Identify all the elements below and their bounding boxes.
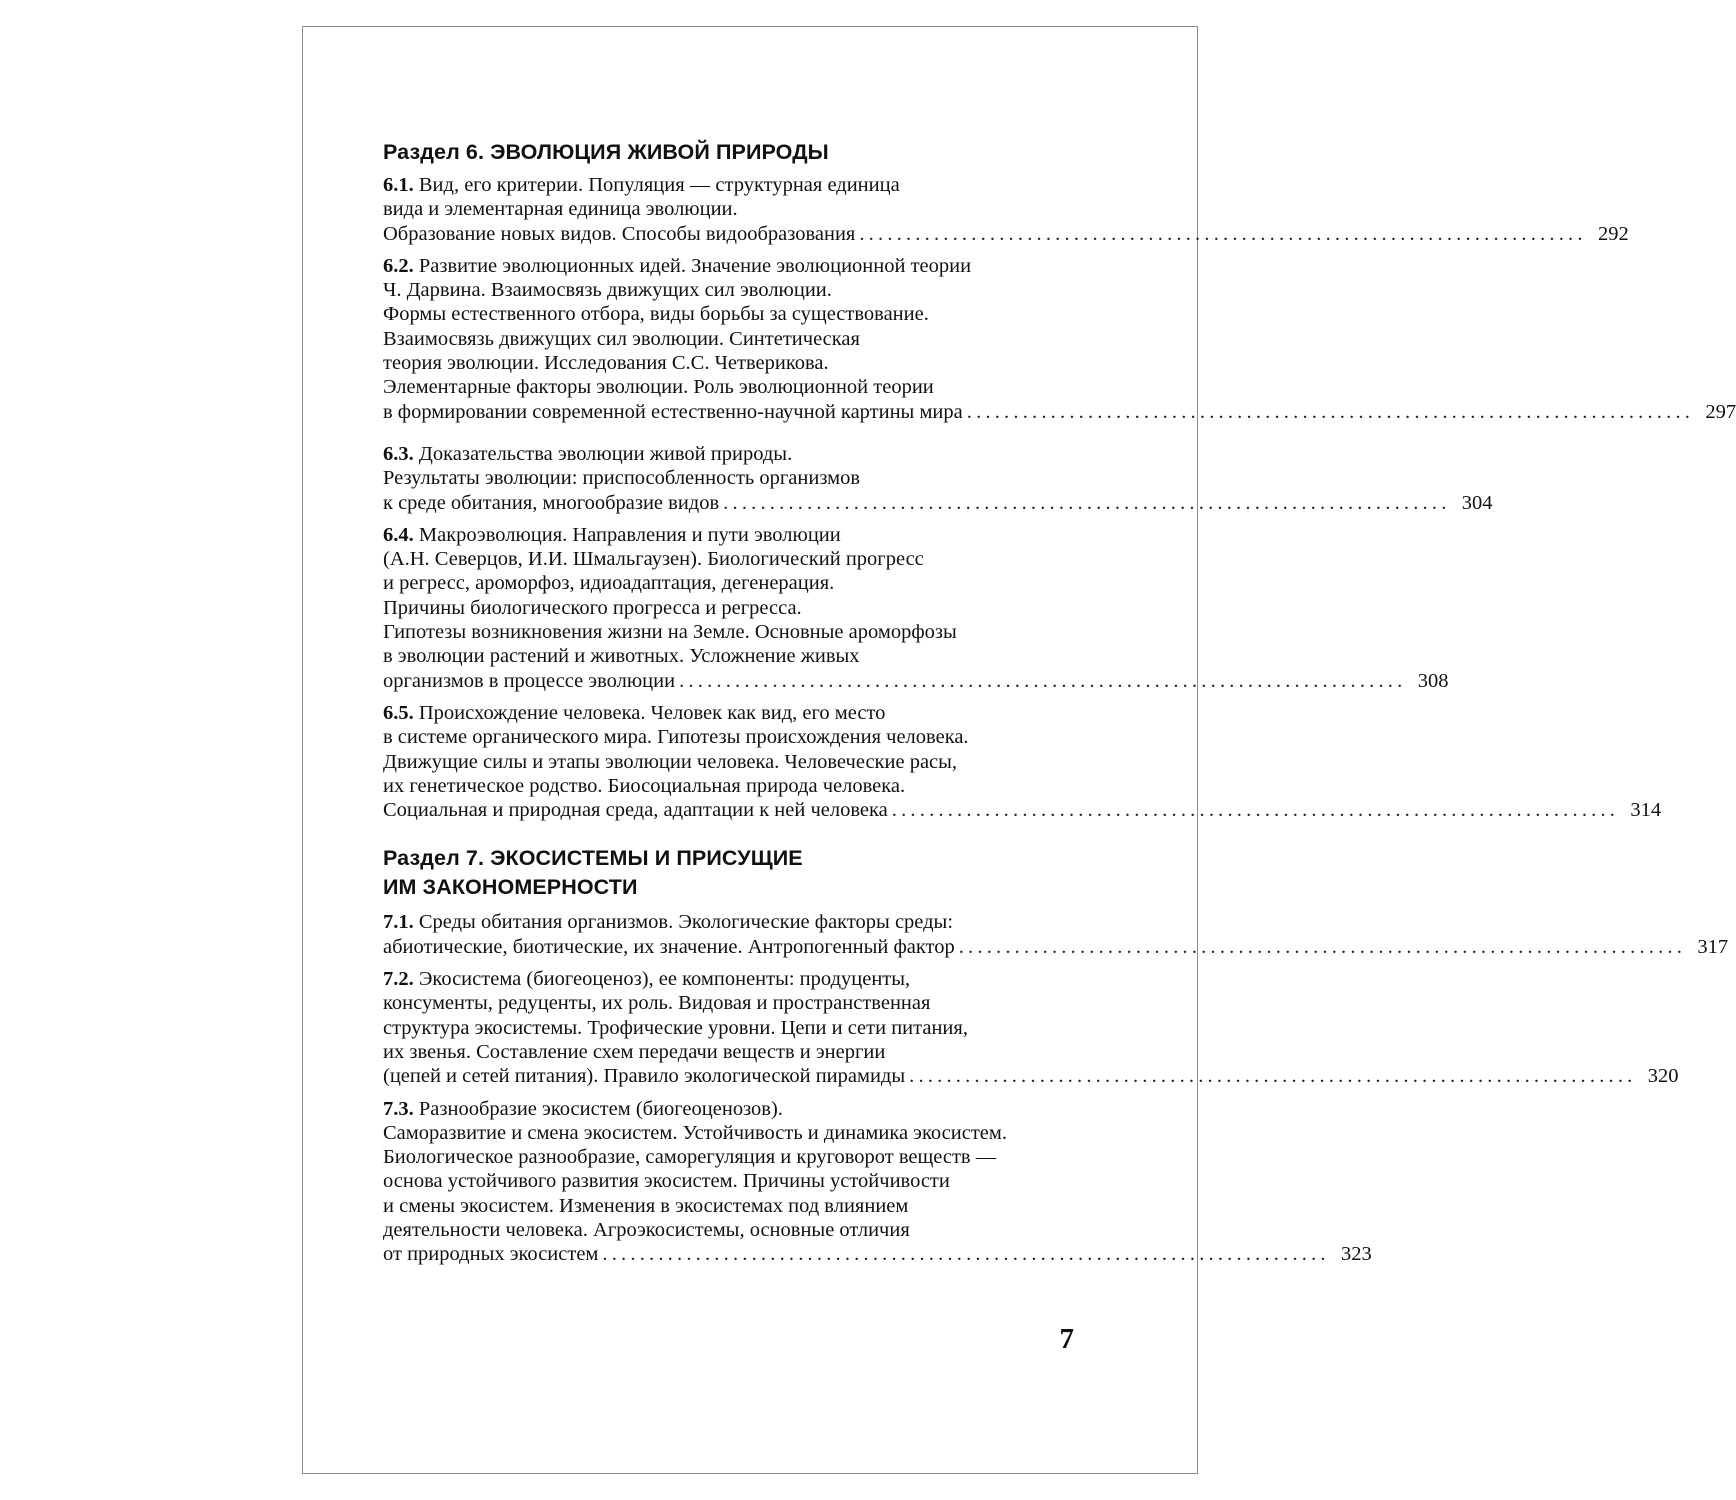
entry-line: 6.4. Макроэволюция. Направления и пути эволюции (383, 523, 841, 546)
entry-number: 6.3. (383, 442, 414, 465)
entry-line: Результаты эволюции: приспособленность организмов (383, 467, 861, 490)
entry-number: 6.5. (383, 701, 414, 724)
entry-line: 6.3. Доказательства эволюции живой природы. (383, 442, 793, 465)
leader-dots: .............................................................................. (958, 935, 1687, 958)
leader-dots: .............................................................................. (679, 669, 1407, 692)
toc-entry-7-1 (383, 910, 1729, 959)
section-6 (383, 138, 1736, 822)
entry-line: теория эволюции. Исследования С.С. Четверикова. (383, 352, 829, 375)
section-heading (383, 844, 1075, 902)
page-ref: 317 (1697, 935, 1729, 958)
entry-line: основа устойчивого развития экосистем. Причины устойчивости (383, 1170, 950, 1193)
entry-line: Биологическое разнообразие, саморегуляция и круговорот веществ — (383, 1146, 997, 1169)
entry-line: Саморазвитие и смена экосистем. Устойчивость и динамика экосистем. (383, 1121, 1007, 1144)
entry-number: 7.1. (383, 911, 414, 934)
entry-line: в эволюции растений и животных. Усложнение живых (383, 645, 860, 668)
entry-line: Социальная и природная среда, адаптации к ней человека .............................................................................. 314 (383, 799, 1662, 822)
entry-line: консументы, редуценты, их роль. Видовая и пространственная (383, 992, 931, 1015)
entry-line: (цепей и сетей питания). Правило экологической пирамиды .............................................................................. 320 (383, 1065, 1679, 1088)
toc-entry-6-2 (383, 254, 1736, 424)
page-ref: 323 (1341, 1243, 1372, 1266)
entry-line: 7.3. Разнообразие экосистем (биогеоценозов). (383, 1097, 783, 1120)
entry-line: Взаимосвязь движущих сил эволюции. Синтетическая (383, 327, 860, 350)
entry-line: 6.2. Развитие эволюционных идей. Значение эволюционной теории (383, 254, 972, 277)
page-ref: 292 (1597, 222, 1629, 245)
entry-line: 6.5. Происхождение человека. Человек как вид, его место (383, 701, 886, 724)
entry-line: от природных экосистем .............................................................................. 323 (383, 1243, 1372, 1266)
leader-dots: .............................................................................. (602, 1243, 1330, 1266)
section-7 (383, 844, 1729, 1266)
toc-entry-6-3 (383, 442, 1493, 515)
entry-line: (А.Н. Северцов, И.И. Шмальгаузен). Биологический прогресс (383, 548, 924, 571)
entry-line: 7.1. Среды обитания организмов. Экологические факторы среды: (383, 911, 954, 934)
entry-line: Образование новых видов. Способы видообразования .............................................................................. 292 (383, 222, 1629, 245)
toc-entry-6-4 (383, 523, 1449, 693)
leader-dots: .............................................................................. (966, 400, 1695, 423)
entry-line: Ч. Дарвина. Взаимосвязь движущих сил эволюции. (383, 279, 832, 302)
section-heading-line: Раздел 6. ЭВОЛЮЦИЯ ЖИВОЙ ПРИРОДЫ (383, 140, 829, 164)
entry-line: деятельности человека. Агроэкосистемы, основные отличия (383, 1218, 910, 1241)
entry-line: Формы естественного отбора, виды борьбы за существование. (383, 303, 929, 326)
entry-number: 6.2. (383, 254, 414, 277)
entry-line: Причины биологического прогресса и регресса. (383, 596, 802, 619)
page-ref: 320 (1647, 1065, 1679, 1088)
entry-line: их звенья. Составление схем передачи веществ и энергии (383, 1040, 886, 1063)
page-ref: 304 (1461, 491, 1493, 514)
entry-line: абиотические, биотические, их значение. Антропогенный фактор .............................................................................. 317 (383, 935, 1729, 958)
page-number: 7 (1059, 1323, 1074, 1355)
entry-line: и регресс, ароморфоз, идиоадаптация, дегенерация. (383, 572, 835, 595)
entry-line: Гипотезы возникновения жизни на Земле. Основные ароморфозы (383, 621, 957, 644)
leader-dots: .............................................................................. (723, 491, 1451, 514)
entry-line: в системе органического мира. Гипотезы происхождения человека. (383, 726, 969, 749)
entry-line: 7.2. Экосистема (биогеоценоз), ее компоненты: продуценты, (383, 968, 911, 991)
entry-line: в формировании современной естественно-научной картины мира .............................................................................. 297 (383, 400, 1736, 423)
page-ref: 308 (1417, 669, 1449, 692)
entry-line: Движущие силы и этапы эволюции человека. Человеческие расы, (383, 750, 958, 773)
page-ref: 314 (1630, 799, 1662, 822)
entry-line: структура экосистемы. Трофические уровни. Цепи и сети питания, (383, 1016, 968, 1039)
toc-entry-6-5 (383, 701, 1662, 822)
section-heading-line: Раздел 7. ЭКОСИСТЕМЫ И ПРИСУЩИЕ (383, 846, 803, 871)
table-of-contents (383, 138, 1736, 1267)
leader-dots: .............................................................................. (891, 799, 1620, 822)
entry-line: и смены экосистем. Изменения в экосистемах под влиянием (383, 1194, 909, 1217)
toc-entry-6-1 (383, 173, 1629, 246)
section-heading-line: ИМ ЗАКОНОМЕРНОСТИ (383, 875, 638, 900)
toc-entry-7-3 (383, 1097, 1372, 1267)
entry-line: организмов в процессе эволюции .............................................................................. 308 (383, 669, 1449, 692)
section-heading (383, 138, 1075, 167)
entry-line: Элементарные факторы эволюции. Роль эволюционной теории (383, 376, 934, 399)
toc-entry-7-2 (383, 967, 1679, 1088)
leader-dots: .............................................................................. (859, 222, 1587, 245)
entry-line: их генетическое родство. Биосоциальная природа человека. (383, 774, 906, 797)
entry-number: 6.1. (383, 174, 414, 196)
page-ref: 297 (1705, 400, 1736, 423)
entry-number: 7.3. (383, 1097, 414, 1120)
entry-line: к среде обитания, многообразие видов .............................................................................. 304 (383, 491, 1493, 514)
leader-dots: .............................................................................. (909, 1065, 1637, 1088)
entry-number: 6.4. (383, 523, 414, 546)
entry-number: 7.2. (383, 968, 414, 991)
entry-line: 6.1. Вид, его критерии. Популяция — структурная единица (383, 174, 900, 196)
entry-line: вида и элементарная единица эволюции. (383, 198, 738, 221)
